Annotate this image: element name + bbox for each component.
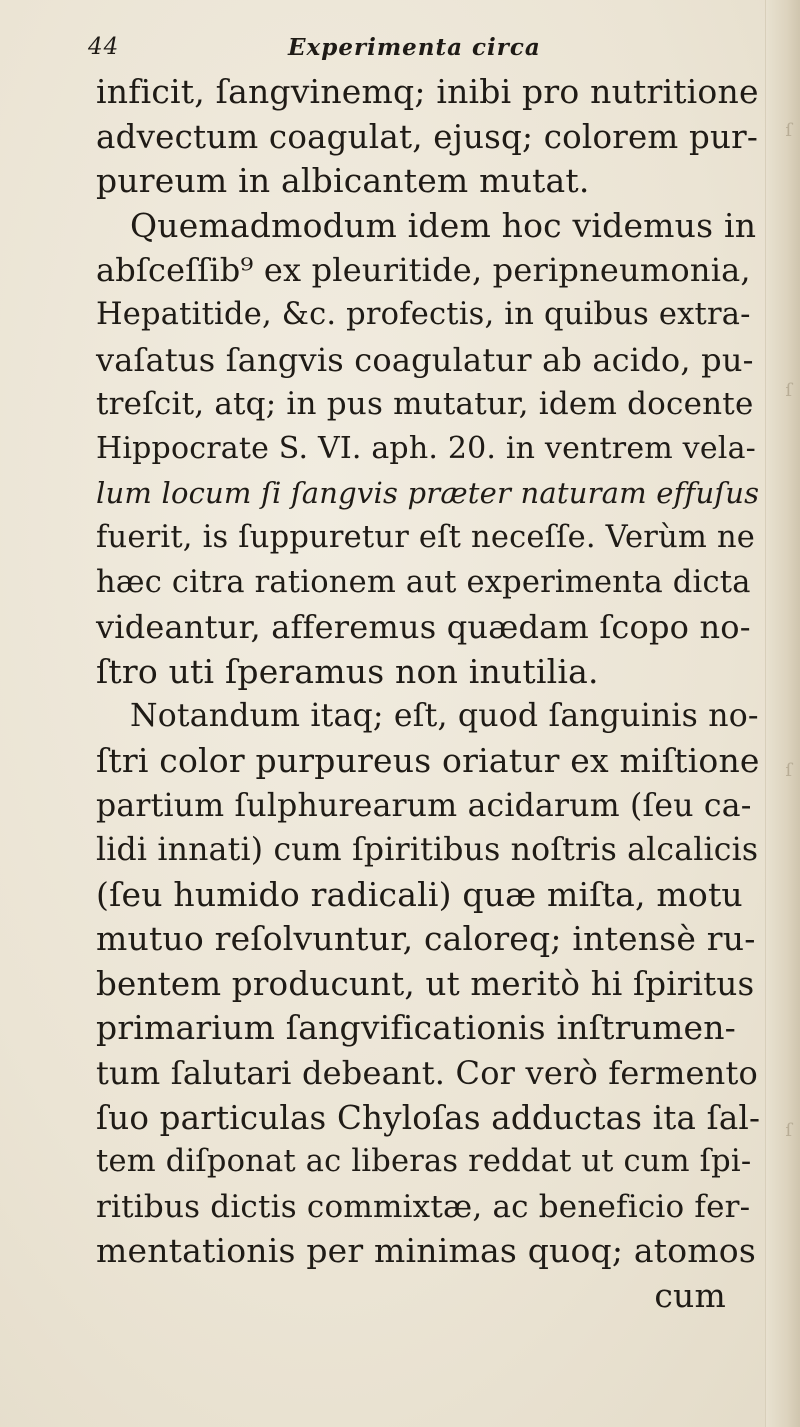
- text-line: pureum in albicantem mutat.: [96, 161, 590, 201]
- page-gutter: [765, 0, 800, 1427]
- text-line: (ſeu humido radicali) quæ miſta, motu: [96, 874, 743, 914]
- text-line: bentem producunt, ut meritò hi ſpiritus: [96, 964, 755, 1003]
- page-header: [88, 34, 748, 64]
- page-number: 44: [88, 34, 120, 60]
- text-line: videantur, afferemus quædam ſcopo no-: [96, 608, 751, 647]
- text-line: Quemadmodum idem hoc videmus in: [130, 205, 757, 245]
- gutter-mark: ſ: [785, 760, 792, 781]
- gutter-mark: ſ: [785, 120, 792, 141]
- text-line: Notandum itaq; eſt, quod ſanguinis no-: [130, 698, 759, 735]
- gutter-mark: ſ: [785, 380, 792, 401]
- text-line: mutuo reſolvuntur, caloreq; intensè ru-: [96, 919, 756, 959]
- text-line: fuerit, is ſuppuretur eſt neceſſe. Verùm ne: [96, 519, 756, 555]
- text-line: ſtri color purpureus oriatur ex miſtione: [96, 740, 760, 780]
- text-line: abſceſſib⁹ ex pleuritide, peripneumonia,: [96, 251, 751, 290]
- text-line: primarium ſangvificationis inſtrumen-: [96, 1008, 737, 1048]
- text-line: vaſatus ſangvis coagulatur ab acido, pu-: [96, 340, 754, 379]
- text-line: ſtro uti ſperamus non inutilia.: [96, 651, 599, 691]
- text-line: advectum coagulat, ejusq; colorem pur-: [96, 117, 758, 156]
- text-line: partium ſulphurearum acidarum (ſeu ca-: [96, 787, 752, 824]
- body-text: [96, 70, 760, 1319]
- text-line: Hepatitide, &c. profectis, in quibus extra-: [96, 296, 751, 332]
- text-line: tum ſalutari debeant. Cor verò fermento: [96, 1054, 758, 1093]
- text-line: hæc citra rationem aut experimenta dicta: [96, 564, 751, 600]
- text-line: ritibus dictis commixtæ, ac beneficio fer-: [96, 1188, 751, 1225]
- gutter-mark: ſ: [785, 1120, 792, 1141]
- text-line: lidi innati) cum ſpiritibus noſtris alcalicis: [96, 832, 759, 869]
- text-line: inficit, ſangvinemq; inibi pro nutritione: [96, 72, 759, 111]
- text-line: tem diſponat ac liberas reddat ut cum ſpi-: [96, 1144, 752, 1180]
- text-line: Hippocrate S. VI. aph. 20. in ventrem vela-: [96, 430, 757, 466]
- catchword: cum: [654, 1276, 726, 1316]
- text-line: treſcit, atq; in pus mutatur, idem docente: [96, 386, 754, 423]
- running-head: Experimenta circa: [288, 34, 541, 61]
- text-line: ſuo particulas Chyloſas adductas ita ſal-: [96, 1098, 761, 1137]
- text-line: lum locum ſi ſangvis præter naturam effuſus: [96, 476, 760, 511]
- text-line: mentationis per minimas quoq; atomos: [96, 1231, 756, 1271]
